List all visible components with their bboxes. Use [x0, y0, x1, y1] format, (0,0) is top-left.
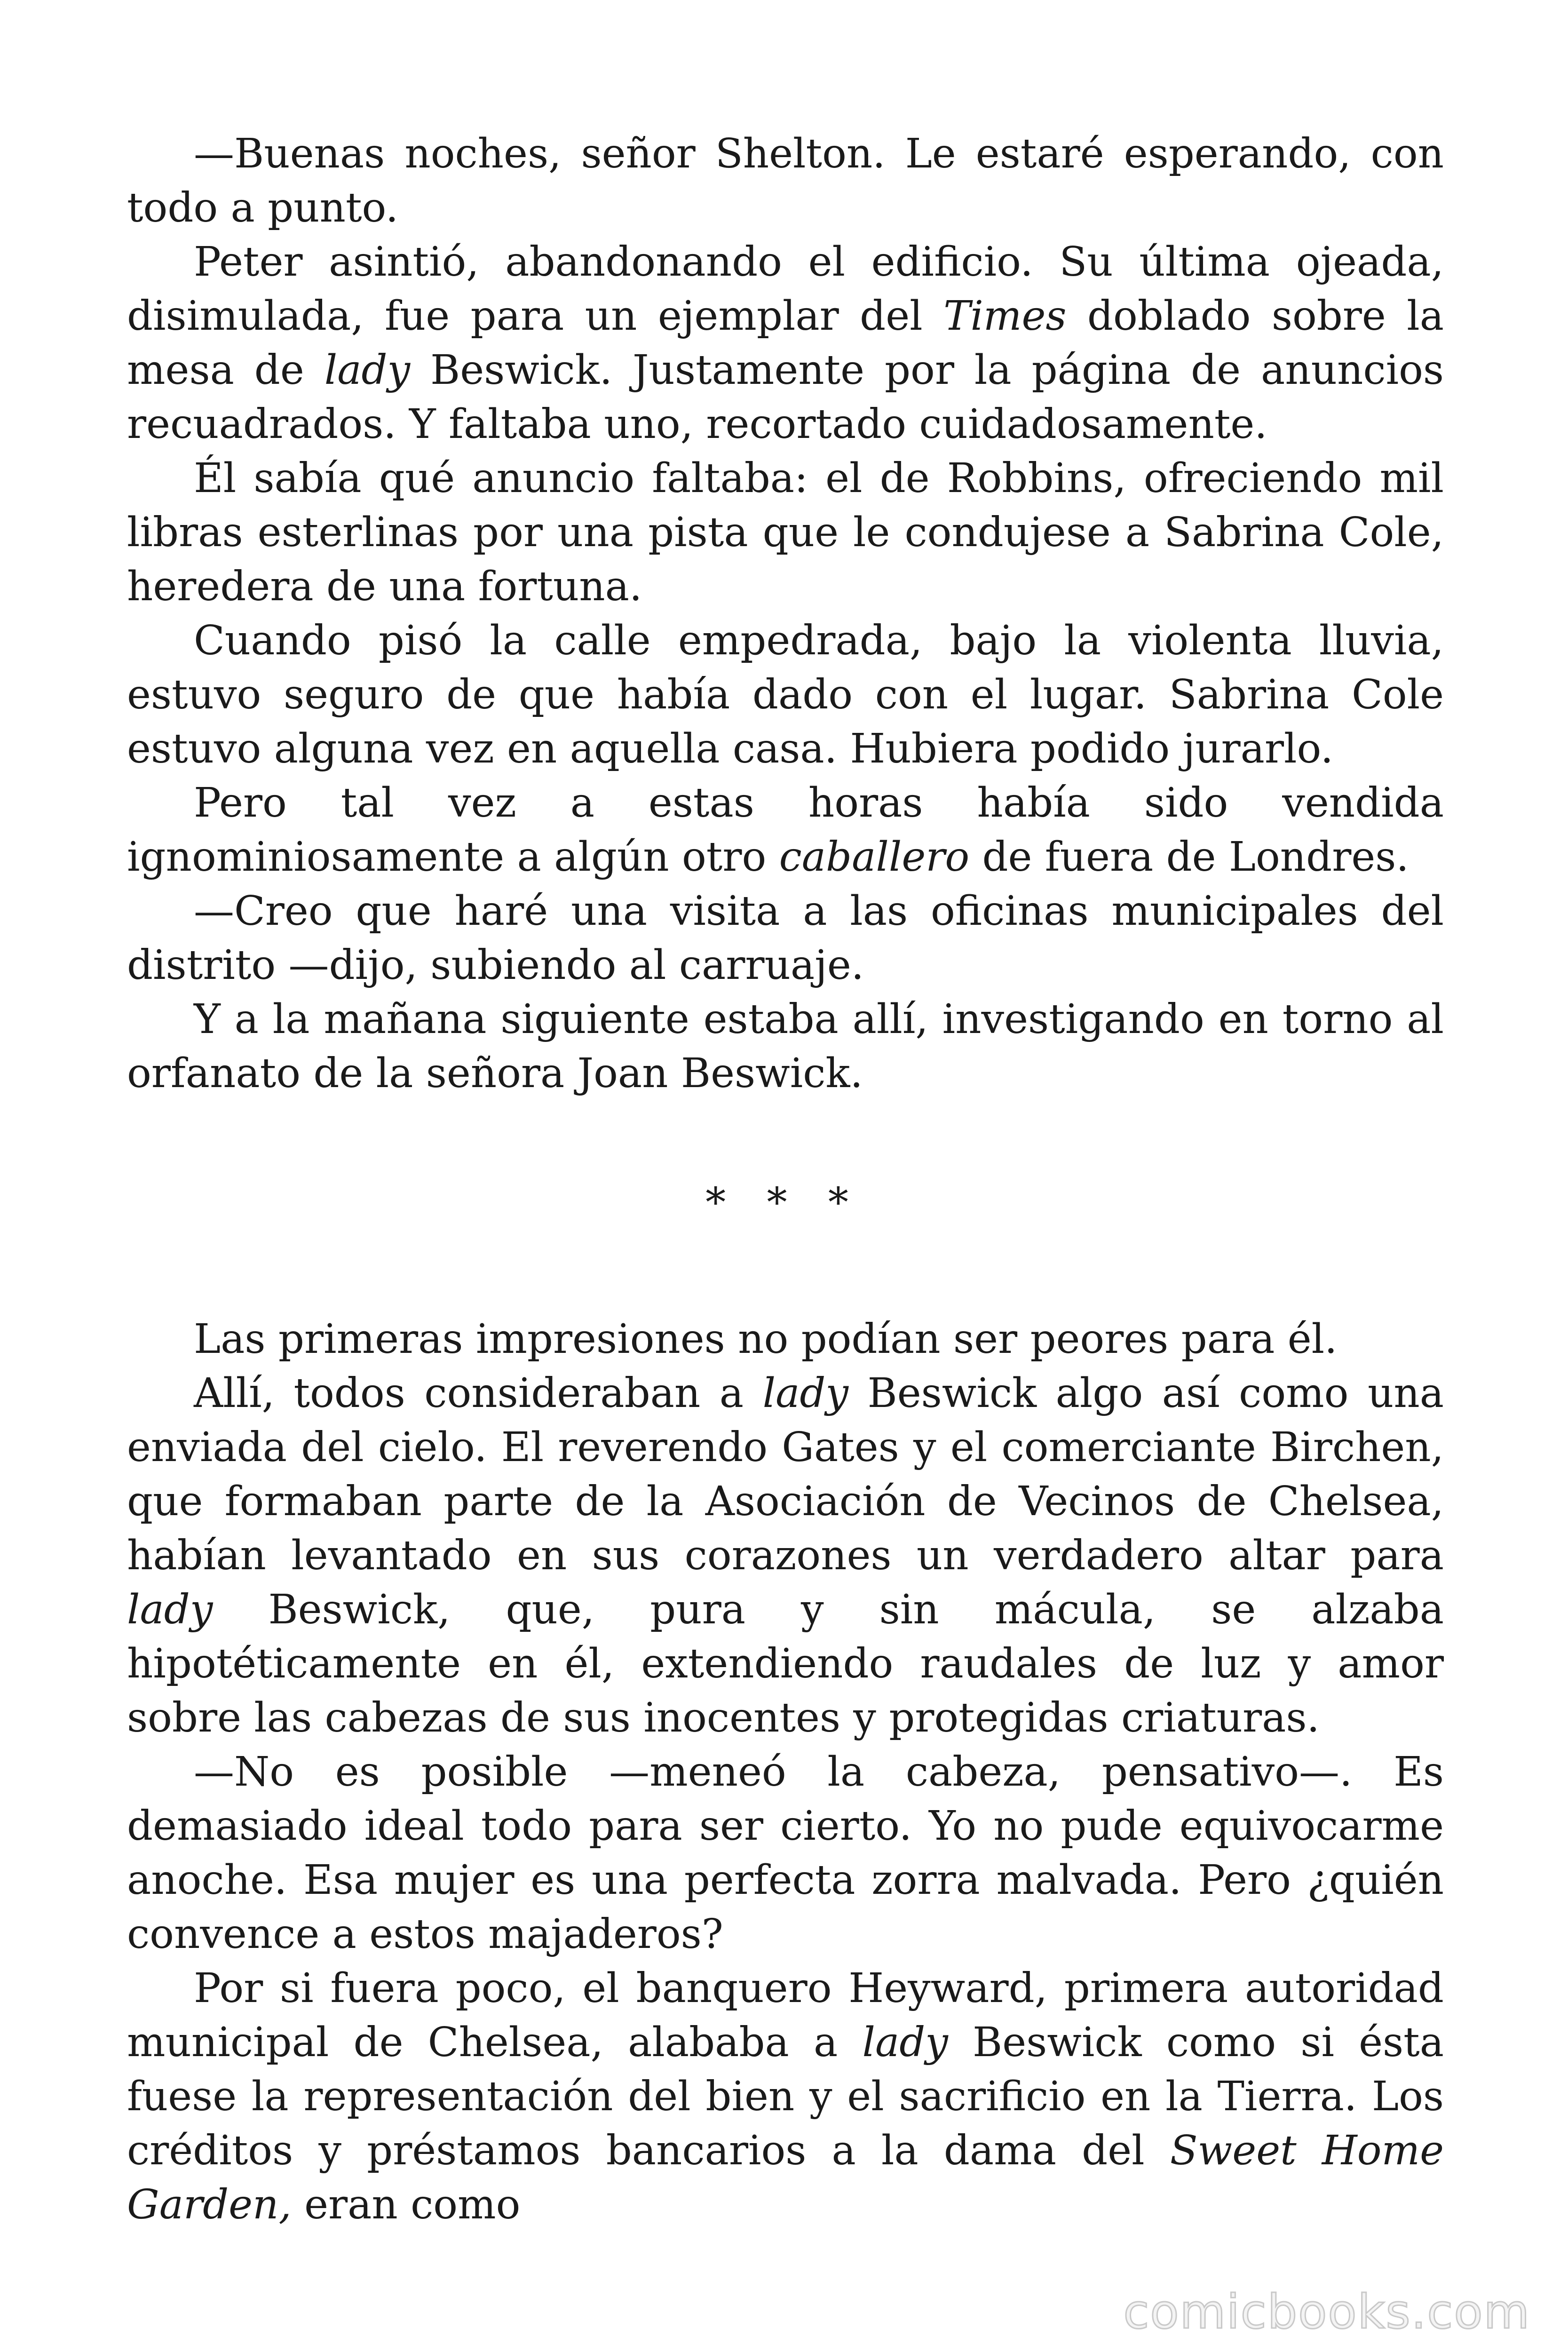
text-run: de fuera de Londres. — [969, 834, 1409, 881]
paragraph: —No es posible —meneó la cabeza, pensativo—. Es demasiado ideal todo para ser cierto. Yo no pude equivocarme anoche. Esa mujer es una perfecta zorra malvada. Pero ¿quién convence a estos majaderos? — [127, 1748, 1444, 1958]
text-section-one — [127, 127, 1444, 1101]
text-run: Beswick. Justamente por la página de anuncios recuadrados. Y faltaba uno, recortado cuidadosamente. — [127, 347, 1444, 448]
text-section-two — [127, 1312, 1444, 2232]
paragraph: Cuando pisó la calle empedrada, bajo la violenta lluvia, estuvo seguro de que había dado con el lugar. Sabrina Cole estuvo alguna vez en aquella casa. Hubiera podido jurarlo. — [127, 617, 1444, 772]
italic-run: caballero — [779, 834, 970, 881]
text-run: Por si fuera poco, el banquero Heyward, primera autoridad municipal de Chelsea, alababa a — [127, 1965, 1444, 2066]
paragraph — [127, 1962, 1444, 2232]
section-separator: * * * — [705, 1179, 863, 1226]
text-run: eran como — [291, 2181, 521, 2228]
watermark: comicbooks.com — [1123, 2284, 1530, 2339]
paragraph: —Creo que haré una visita a las oficinas municipales del distrito —dijo, subiendo al carruaje. — [127, 888, 1444, 989]
paragraph — [127, 776, 1444, 884]
text-run: Beswick algo así como una enviada del cielo. El reverendo Gates y el comerciante Birchen, que formaban parte de la Asociación de Vecinos de Chelsea, habían levantado en sus corazones un verdadero altar para — [127, 1370, 1444, 1579]
paragraph: —Buenas noches, señor Shelton. Le estaré esperando, con todo a punto. — [127, 130, 1444, 231]
italic-run: lady — [127, 1586, 213, 1633]
paragraph — [127, 1367, 1444, 1745]
text-run: Allí, todos consideraban a — [194, 1370, 763, 1417]
paragraph: Las primeras impresiones no podían ser peores para él. — [194, 1316, 1338, 1363]
italic-run: lady — [324, 347, 411, 394]
paragraph — [127, 235, 1444, 452]
text-run: Peter asintió, abandonando el edificio. Su última ojeada, disimulada, fue para un ejemplar del — [127, 238, 1444, 340]
paragraph: Él sabía qué anuncio faltaba: el de Robbins, ofreciendo mil libras esterlinas por una pista que le condujese a Sabrina Cole, heredera de una fortuna. — [127, 455, 1444, 610]
text-run: doblado sobre la mesa de — [127, 293, 1444, 394]
italic-run: Times — [943, 293, 1067, 340]
italic-run: lady — [762, 1370, 848, 1417]
text-run: Beswick, que, pura y sin mácula, se alzaba hipotéticamente en él, extendiendo raudales de luz y amor sobre las cabezas de sus inocentes y protegidas criaturas. — [127, 1586, 1444, 1741]
text-run: Pero tal vez a estas horas había sido vendida ignominiosamente a algún otro — [127, 779, 1444, 881]
italic-run: lady — [862, 2019, 948, 2066]
paragraph: Y a la mañana siguiente estaba allí, investigando en torno al orfanato de la señora Joan Beswick. — [127, 996, 1444, 1097]
italic-run: Sweet Home Garden, — [127, 2127, 1444, 2228]
text-run: Beswick como si ésta fuese la representación del bien y el sacrificio en la Tierra. Los créditos y préstamos bancarios a la dama del — [127, 2019, 1444, 2174]
